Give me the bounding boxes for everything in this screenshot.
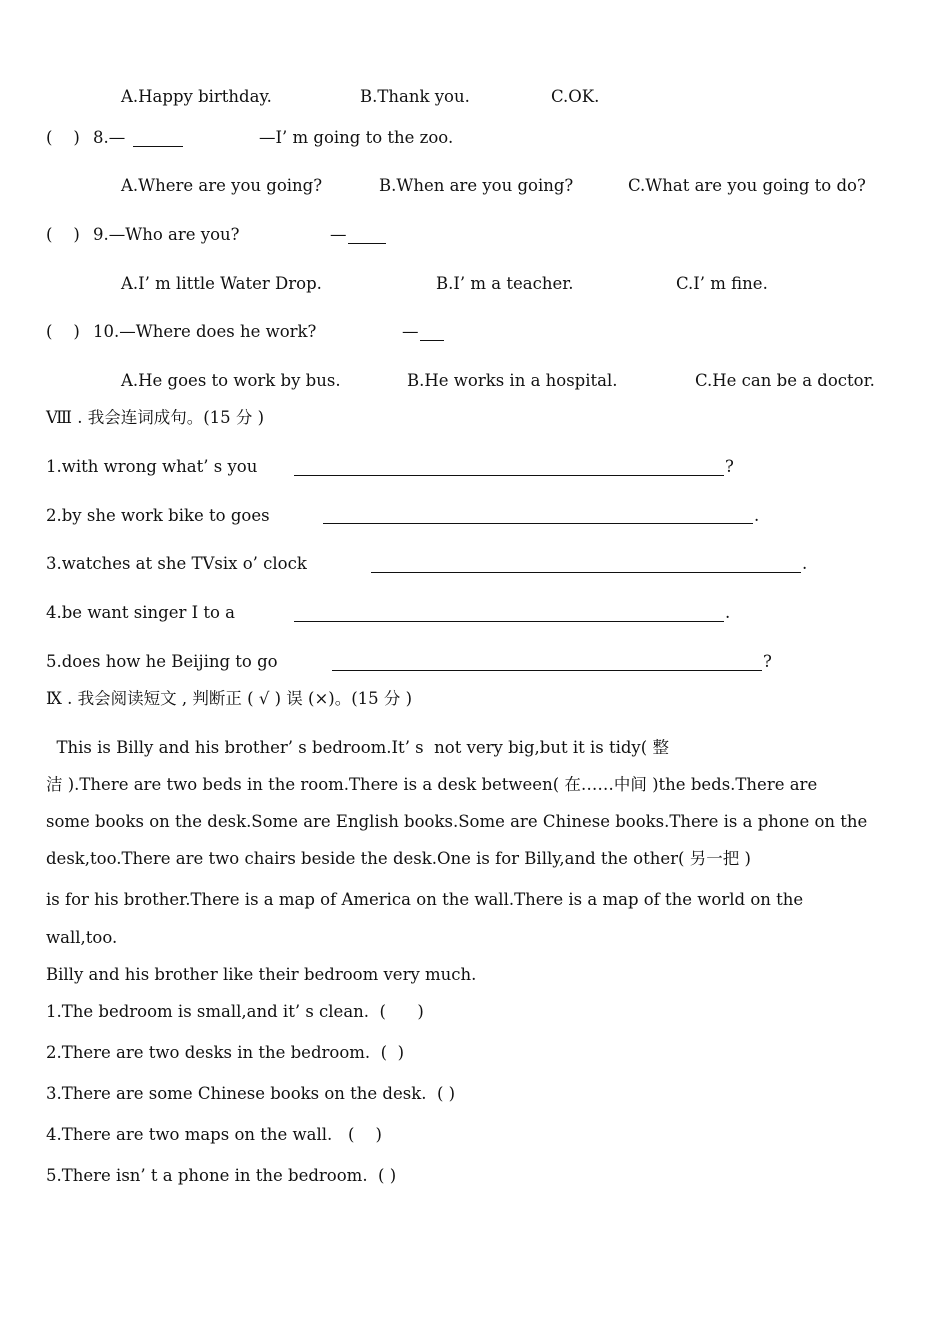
q9-prompt: 9.—Who are you? — [93, 225, 240, 244]
sentence-2-answer-line — [323, 523, 753, 524]
passage-line-7: Billy and his brother like their bedroom very much. — [46, 965, 477, 984]
q8-answer-paren: ( ) — [46, 128, 80, 147]
q7-option-b: B.Thank you. — [360, 87, 470, 106]
sentence-3-words: 3.watches at she TVsix o’ clock — [46, 554, 307, 573]
passage-line-4: desk,too.There are two chairs beside the desk.One is for Billy,and the other( 另一把 ) — [46, 849, 751, 868]
sentence-2-end-mark: . — [754, 506, 760, 525]
q8-reply: —I’ m going to the zoo. — [259, 128, 454, 147]
q8-blank — [133, 146, 183, 147]
q10-option-a: A.He goes to work by bus. — [121, 371, 341, 390]
sentence-4-end-mark: . — [725, 603, 731, 622]
sentence-4-words: 4.be want singer I to a — [46, 603, 236, 622]
q10-option-c: C.He can be a doctor. — [695, 371, 875, 390]
section-8-title: Ⅷ . 我会连词成句。(15 分 ) — [46, 408, 265, 427]
judge-question-4: 4.There are two maps on the wall. ( ) — [46, 1125, 382, 1144]
passage-line-5: is for his brother.There is a map of America on the wall.There is a map of the world on the — [46, 890, 804, 909]
passage-line-1: This is Billy and his brother’ s bedroom.It’ s not very big,but it is tidy( 整 — [46, 738, 669, 757]
q7-option-c: C.OK. — [551, 87, 600, 106]
judge-question-5: 5.There isn’ t a phone in the bedroom. ( ) — [46, 1166, 397, 1185]
sentence-1-end-mark: ? — [725, 457, 734, 476]
q10-reply: — — [402, 322, 419, 341]
sentence-4-answer-line — [294, 621, 724, 622]
q10-blank — [420, 340, 444, 341]
q9-answer-paren: ( ) — [46, 225, 80, 244]
sentence-2-words: 2.by she work bike to goes — [46, 506, 270, 525]
judge-question-1: 1.The bedroom is small,and it’ s clean. ( ) — [46, 1002, 424, 1021]
q8-option-c: C.What are you going to do? — [628, 176, 866, 195]
passage-line-2: 洁 ).There are two beds in the room.There is a desk between( 在……中间 )the beds.There are — [46, 775, 818, 794]
q9-option-b: B.I’ m a teacher. — [436, 274, 574, 293]
passage-line-3: some books on the desk.Some are English books.Some are Chinese books.There is a phone on the — [46, 812, 868, 831]
q9-option-a: A.I’ m little Water Drop. — [121, 274, 322, 293]
q8-option-a: A.Where are you going? — [121, 176, 323, 195]
sentence-3-end-mark: . — [802, 554, 808, 573]
q9-reply: — — [330, 225, 347, 244]
passage-line-6: wall,too. — [46, 928, 118, 947]
q7-option-a: A.Happy birthday. — [121, 87, 272, 106]
q10-option-b: B.He works in a hospital. — [407, 371, 618, 390]
sentence-5-end-mark: ? — [763, 652, 772, 671]
sentence-5-answer-line — [332, 670, 762, 671]
q10-prompt: 10.—Where does he work? — [93, 322, 317, 341]
sentence-1-answer-line — [294, 475, 724, 476]
section-9-title: Ⅸ . 我会阅读短文 , 判断正 ( √ ) 误 (×)。(15 分 ) — [46, 689, 413, 708]
judge-question-2: 2.There are two desks in the bedroom. ( ) — [46, 1043, 405, 1062]
judge-question-3: 3.There are some Chinese books on the desk. ( ) — [46, 1084, 456, 1103]
q8-prompt: 8.— — [93, 128, 126, 147]
q9-blank — [348, 243, 386, 244]
q8-option-b: B.When are you going? — [379, 176, 574, 195]
sentence-5-words: 5.does how he Beijing to go — [46, 652, 278, 671]
q10-answer-paren: ( ) — [46, 322, 80, 341]
sentence-1-words: 1.with wrong what’ s you — [46, 457, 258, 476]
sentence-3-answer-line — [371, 572, 801, 573]
q9-option-c: C.I’ m fine. — [676, 274, 768, 293]
